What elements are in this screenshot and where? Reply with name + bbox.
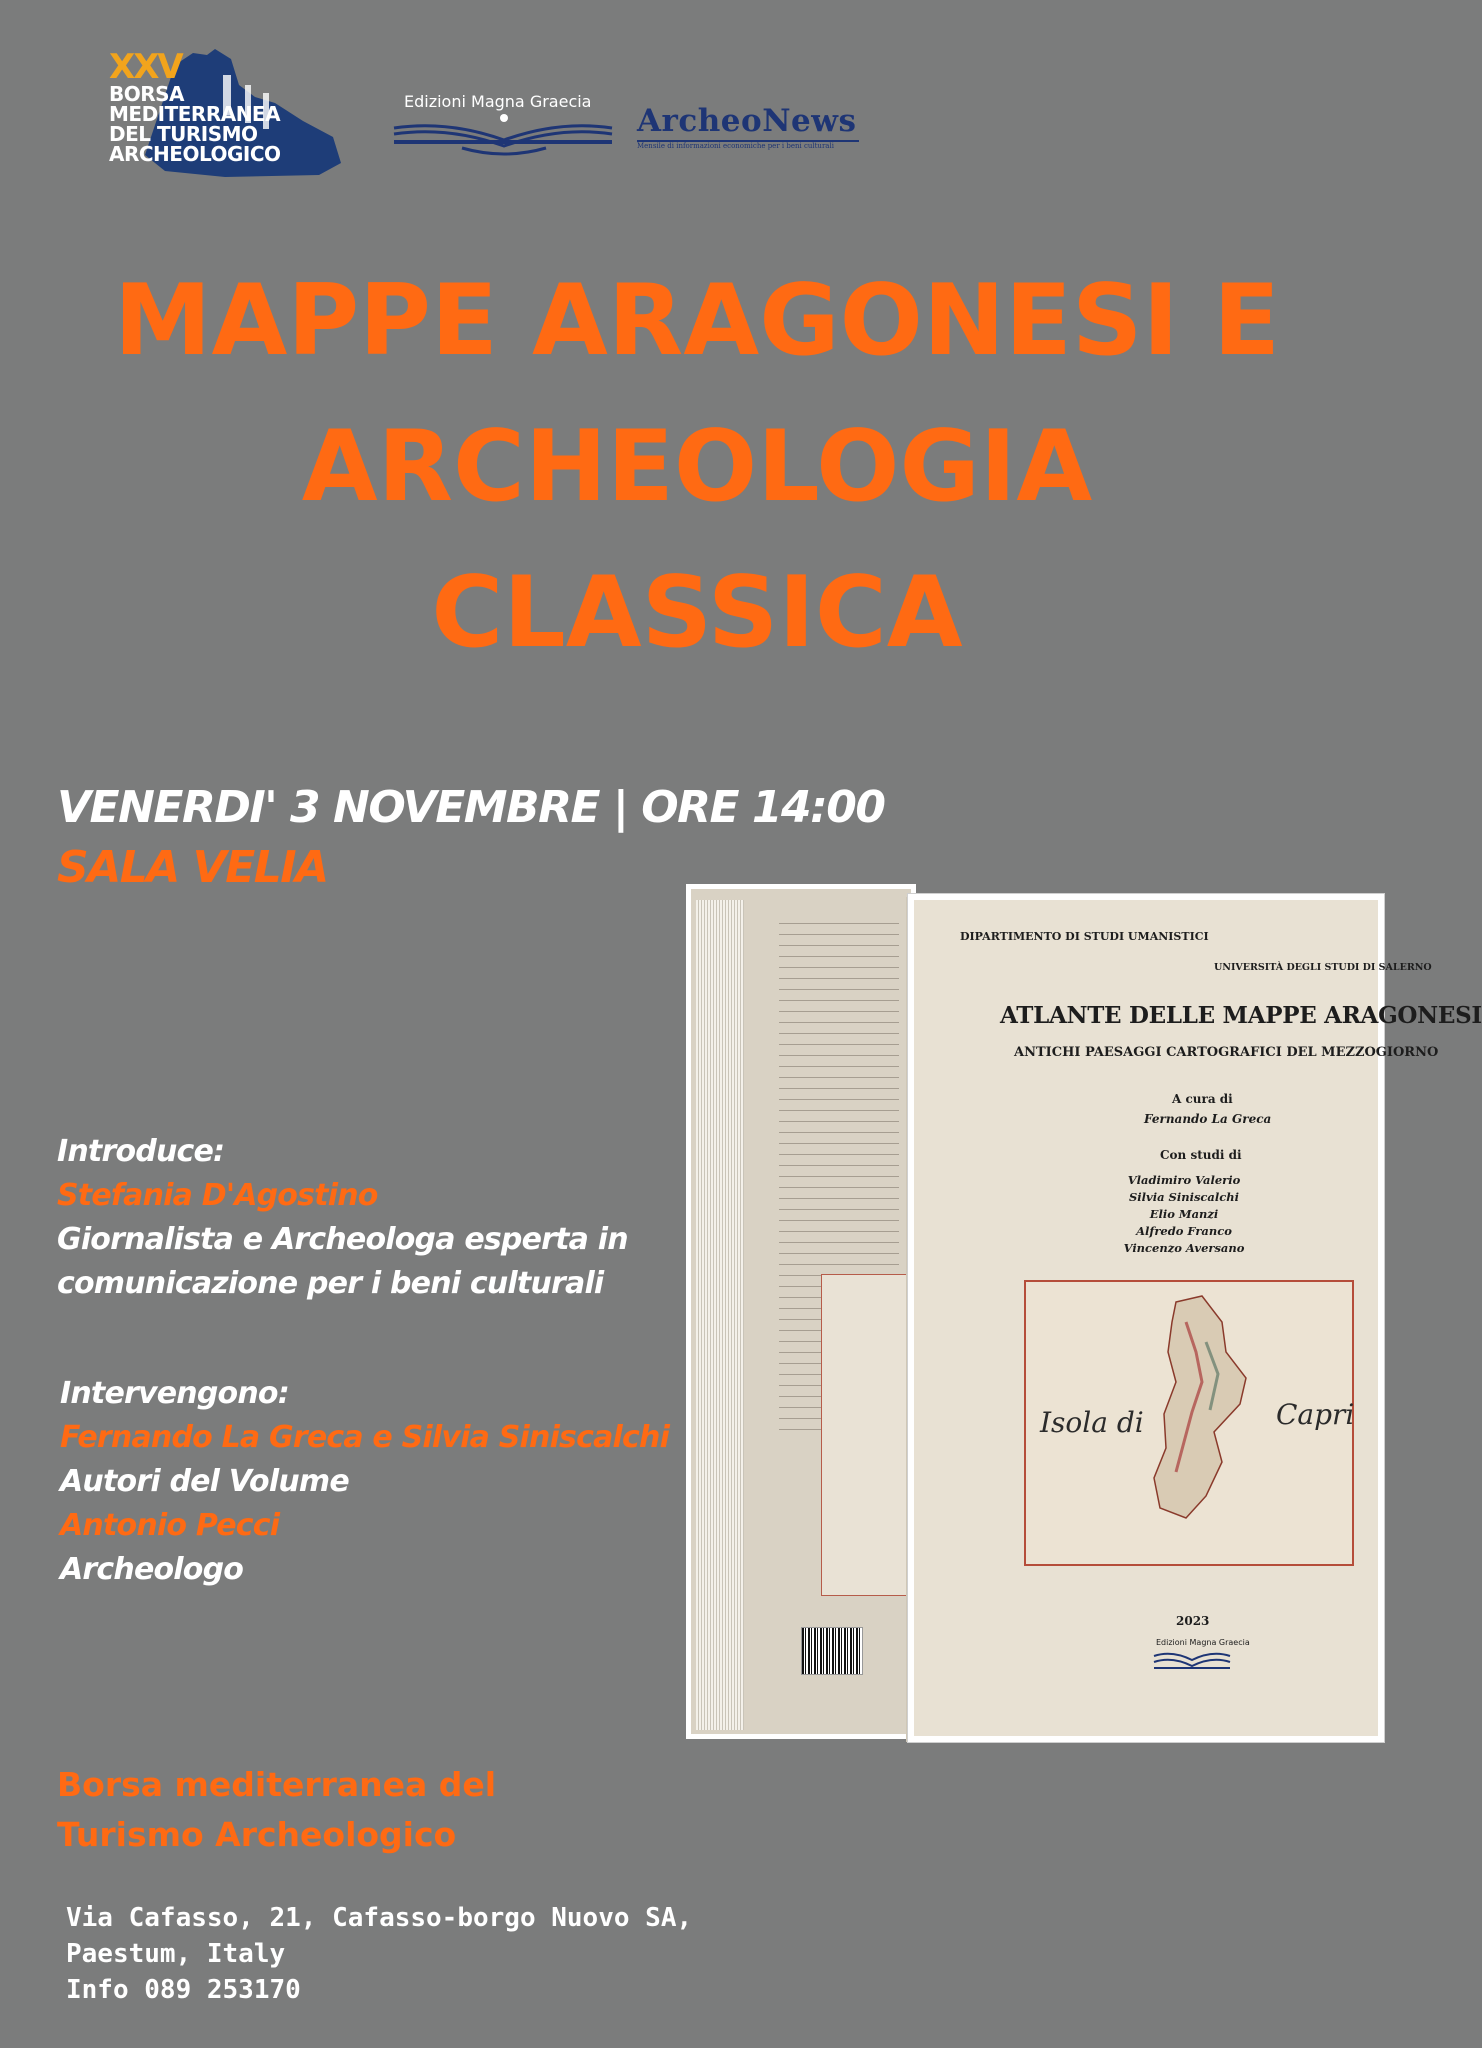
speaker-name: Fernando La Greca e Silvia Siniscalchi xyxy=(60,1420,670,1455)
event-date-time: VENERDI' 3 NOVEMBRE | ORE 14:00 xyxy=(57,782,885,833)
open-book-icon xyxy=(392,114,614,164)
speaker-role: Autori del Volume xyxy=(60,1464,349,1499)
book-university: UNIVERSITÀ DEGLI STUDI DI SALERNO xyxy=(1214,962,1432,973)
book-contributor: Alfredo Franco xyxy=(1136,1224,1232,1238)
archeonews-tagline: Mensile di informazioni economiche per i beni culturali xyxy=(637,142,834,150)
book-contributor: Elio Manzi xyxy=(1149,1207,1219,1221)
intervengono-heading: Intervengono: xyxy=(60,1376,289,1411)
book-title: ATLANTE DELLE MAPPE ARAGONESI xyxy=(1000,1002,1482,1029)
intervengono-section xyxy=(60,1372,669,1592)
title-line-1: MAPPE ARAGONESI E xyxy=(113,264,1281,378)
borsa-line-3: DEL TURISMO xyxy=(109,122,258,146)
address-line-1: Via Cafasso, 21, Cafasso-borgo Nuovo SA, xyxy=(66,1903,693,1933)
barcode xyxy=(801,1627,863,1675)
map-label-left: Isola di xyxy=(1040,1406,1144,1439)
event-title xyxy=(0,248,1394,686)
title-line-2: ARCHEOLOGIA xyxy=(301,410,1093,524)
book-publisher: Edizioni Magna Graecia xyxy=(1156,1638,1250,1647)
archeonews-name: ArcheoNews xyxy=(637,103,857,139)
book-subtitle: ANTICHI PAESAGGI CARTOGRAFICI DEL MEZZOGIORNO xyxy=(1014,1045,1439,1060)
speaker-name: Antonio Pecci xyxy=(60,1508,280,1543)
capri-map xyxy=(1024,1280,1354,1566)
introduce-heading: Introduce: xyxy=(57,1134,225,1169)
borsa-edition: XXV xyxy=(109,47,182,87)
event-venue: SALA VELIA xyxy=(57,842,328,893)
magna-graecia-name: Edizioni Magna Graecia xyxy=(404,92,592,111)
book-pages xyxy=(696,900,744,1730)
borsa-line-4: ARCHEOLOGICO xyxy=(109,142,281,166)
magna-graecia-logo xyxy=(392,92,614,164)
book-front-cover xyxy=(908,894,1482,1742)
speaker-role: Archeologo xyxy=(60,1552,244,1587)
book-contributor: Silvia Siniscalchi xyxy=(1129,1190,1239,1204)
book-contributor: Vladimiro Valerio xyxy=(1127,1173,1241,1187)
title-line-3: CLASSICA xyxy=(431,556,963,670)
introduce-section xyxy=(57,1130,628,1306)
address-line-2: Paestum, Italy xyxy=(66,1939,286,1969)
book-year: 2023 xyxy=(1176,1614,1210,1628)
introduce-role-1: Giornalista e Archeologa esperta in xyxy=(57,1222,628,1257)
borsa-line-1: BORSA xyxy=(109,82,185,106)
map-label-right: Capri xyxy=(1276,1398,1355,1431)
organizer xyxy=(57,1760,496,1860)
publisher-logo-icon xyxy=(1152,1650,1232,1672)
contact-phone: Info 089 253170 xyxy=(66,1975,301,2005)
book-department: DIPARTIMENTO DI STUDI UMANISTICI xyxy=(960,930,1209,943)
book-a-cura-di: A cura di xyxy=(1172,1092,1233,1106)
archeonews-logo xyxy=(637,103,859,153)
book-contributor: Vincenzo Aversano xyxy=(1123,1241,1245,1255)
organizer-line-1: Borsa mediterranea del xyxy=(57,1765,497,1804)
book-editor: Fernando La Greca xyxy=(1144,1112,1272,1126)
organizer-line-2: Turismo Archeologico xyxy=(57,1815,457,1854)
address xyxy=(66,1900,692,2008)
introduce-role-2: comunicazione per i beni culturali xyxy=(57,1266,604,1301)
borsa-line-2: MEDITERRANEA xyxy=(109,102,281,126)
book-con-studi-di: Con studi di xyxy=(1160,1148,1242,1162)
book-contributors xyxy=(1114,1172,1254,1257)
back-cover-map xyxy=(821,1274,915,1596)
borsa-logo xyxy=(105,45,345,180)
introduce-speaker: Stefania D'Agostino xyxy=(57,1178,378,1213)
